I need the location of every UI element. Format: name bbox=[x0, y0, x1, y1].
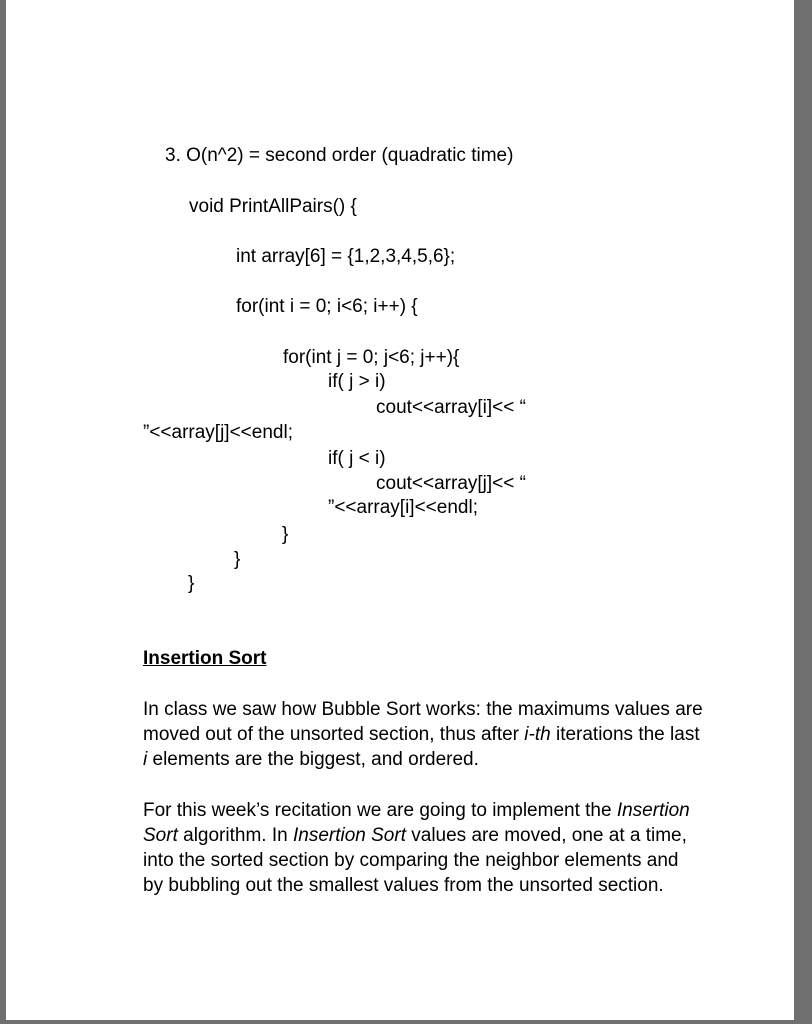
code-inner-for: for(int j = 0; j<6; j++){ bbox=[283, 347, 460, 368]
code-close-outer-brace: } bbox=[234, 549, 241, 570]
insertion-paragraph-2: For this week’s recitation we are going to implement the Insertion Sort algorithm. In Insertion Sort values are moved, one at a time, into the sorted section by comparing the neighbor elements and by bubbling out the smallest values from the unsorted section. bbox=[143, 800, 690, 896]
code-cout-first: cout<<array[i]<< “ bbox=[376, 397, 526, 418]
code-outer-for: for(int i = 0; i<6; i++) { bbox=[236, 296, 418, 317]
code-cout-second-continued: ”<<array[i]<<endl; bbox=[328, 497, 478, 518]
insertion-paragraph-1: In class we saw how Bubble Sort works: the maximums values are moved out of the unsorted section, thus after i-th iterations the last i elements are the biggest, and ordered. bbox=[143, 699, 703, 770]
code-array-declaration: int array[6] = {1,2,3,4,5,6}; bbox=[236, 246, 456, 267]
code-if-greater: if( j > i) bbox=[328, 371, 386, 392]
code-if-less: if( j < i) bbox=[328, 448, 386, 469]
code-cout-first-continued: ”<<array[j]<<endl; bbox=[143, 422, 293, 443]
code-close-function-brace: } bbox=[188, 573, 195, 594]
section-title: 3. O(n^2) = second order (quadratic time) bbox=[165, 145, 514, 166]
code-close-inner-brace: } bbox=[282, 524, 289, 545]
document-page bbox=[6, 0, 794, 1020]
code-function-signature: void PrintAllPairs() { bbox=[189, 196, 357, 217]
insertion-sort-heading: Insertion Sort bbox=[143, 648, 267, 669]
code-cout-second: cout<<array[j]<< “ bbox=[376, 473, 526, 494]
